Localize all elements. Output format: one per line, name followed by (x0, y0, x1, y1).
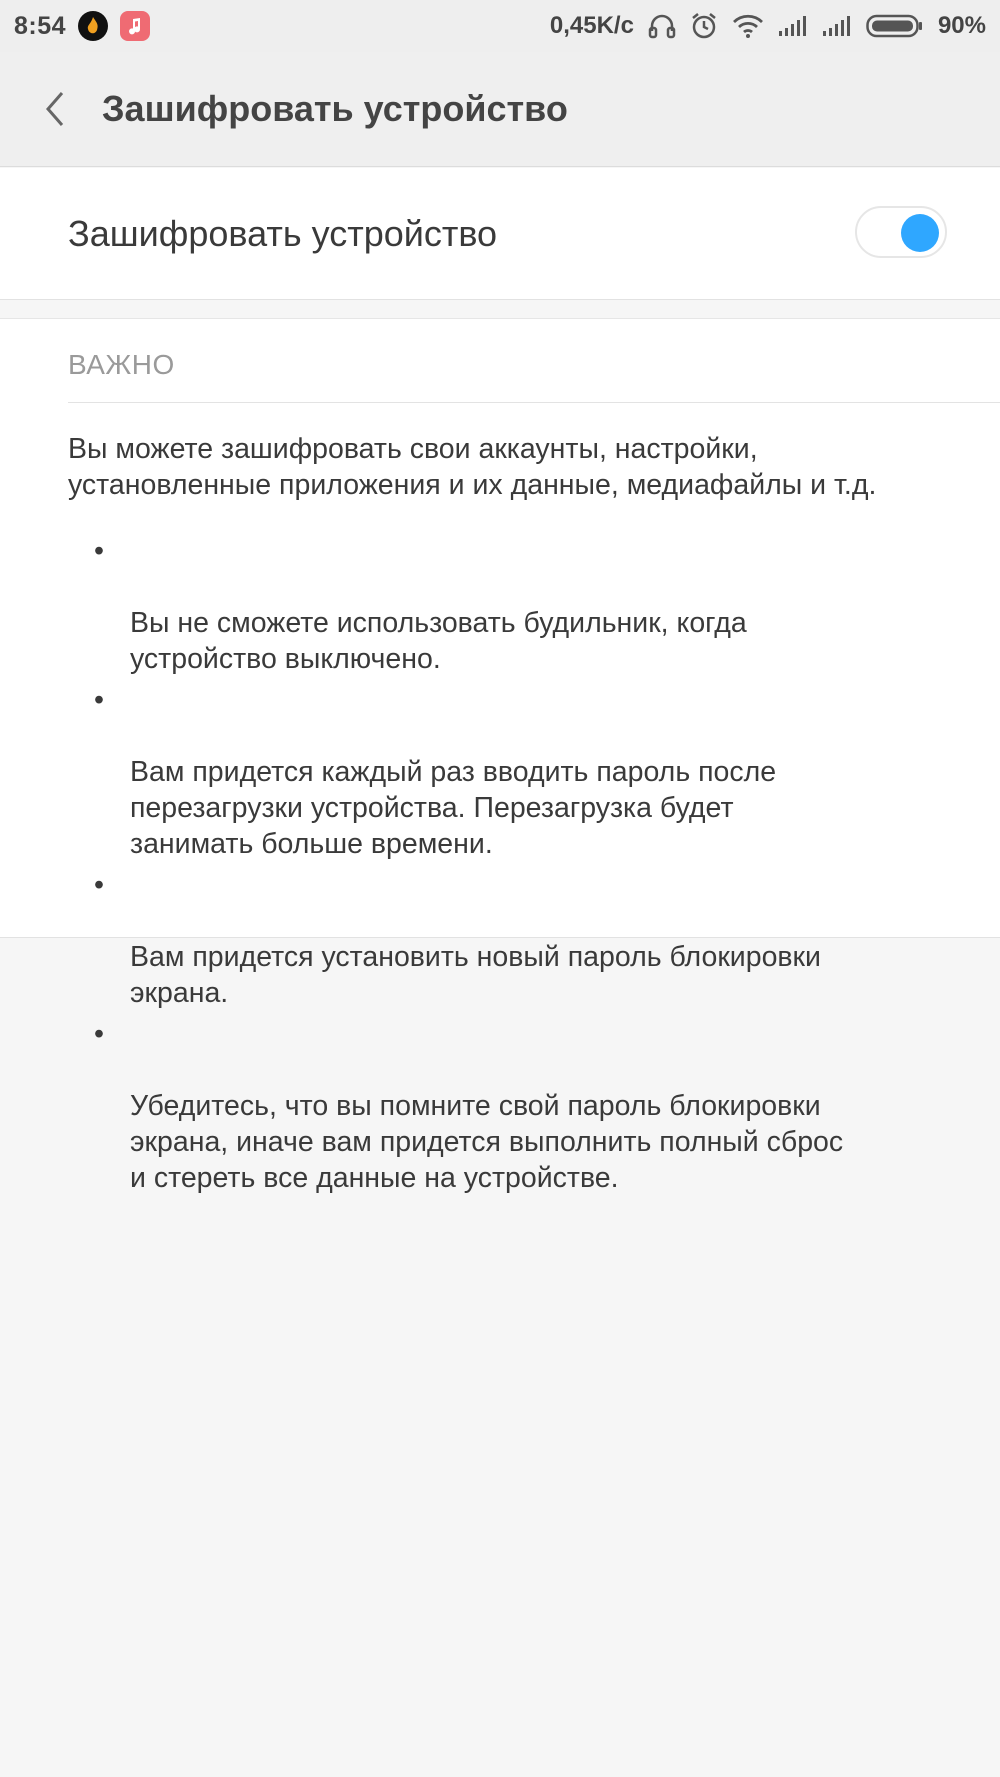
encrypt-device-row[interactable] (0, 168, 1000, 300)
status-time: 8:54 (14, 11, 67, 40)
bullet-icon: • (94, 869, 104, 901)
signal-1-icon (778, 15, 808, 37)
list-item-text: Убедитесь, что вы помните свой пароль блокировки экрана, иначе вам придется выполнить полный сброс и стереть все данные на устройстве. (130, 1090, 844, 1194)
switch-knob (901, 214, 939, 252)
back-button[interactable] (30, 84, 80, 134)
bullet-icon: • (94, 1018, 104, 1050)
bullet-icon: • (94, 684, 104, 716)
page-title: Зашифровать устройство (102, 88, 568, 129)
intro-text: Вы можете зашифровать свои аккаунты, настройки, установленные приложения и их данные, медиафайлы и т.д. (68, 433, 877, 501)
signal-2-icon (822, 15, 852, 37)
list-item (68, 533, 968, 677)
back-arrow-icon (42, 89, 68, 129)
encrypt-device-label: Зашифровать устройство (68, 213, 498, 254)
warning-list (68, 533, 968, 1201)
bullet-icon: • (94, 535, 104, 567)
battery-percent: 90% (937, 12, 986, 39)
toolbar (0, 52, 1000, 167)
encrypt-device-switch[interactable] (855, 206, 947, 258)
important-info-card (0, 318, 1000, 1194)
list-item (68, 867, 968, 1011)
status-bar (0, 0, 1000, 52)
music-app-icon (120, 11, 150, 41)
list-item-text: Вам придется каждый раз вводить пароль после перезагрузки устройства. Перезагрузка будет занимать больше времени. (130, 756, 777, 860)
list-item-text: Вы не сможете использовать будильник, когда устройство выключено. (130, 607, 747, 675)
list-item-text: Вам придется установить новый пароль блокировки экрана. (130, 941, 821, 1009)
battery-icon (866, 14, 924, 38)
divider (68, 402, 1000, 403)
wifi-icon (732, 14, 764, 38)
headset-icon (648, 13, 676, 39)
section-header: ВАЖНО (68, 349, 175, 380)
flame-app-icon (78, 11, 108, 41)
list-item (68, 682, 968, 862)
alarm-clock-icon (690, 12, 718, 40)
network-speed: 0,45K/c (549, 12, 634, 39)
list-item (68, 1016, 968, 1196)
